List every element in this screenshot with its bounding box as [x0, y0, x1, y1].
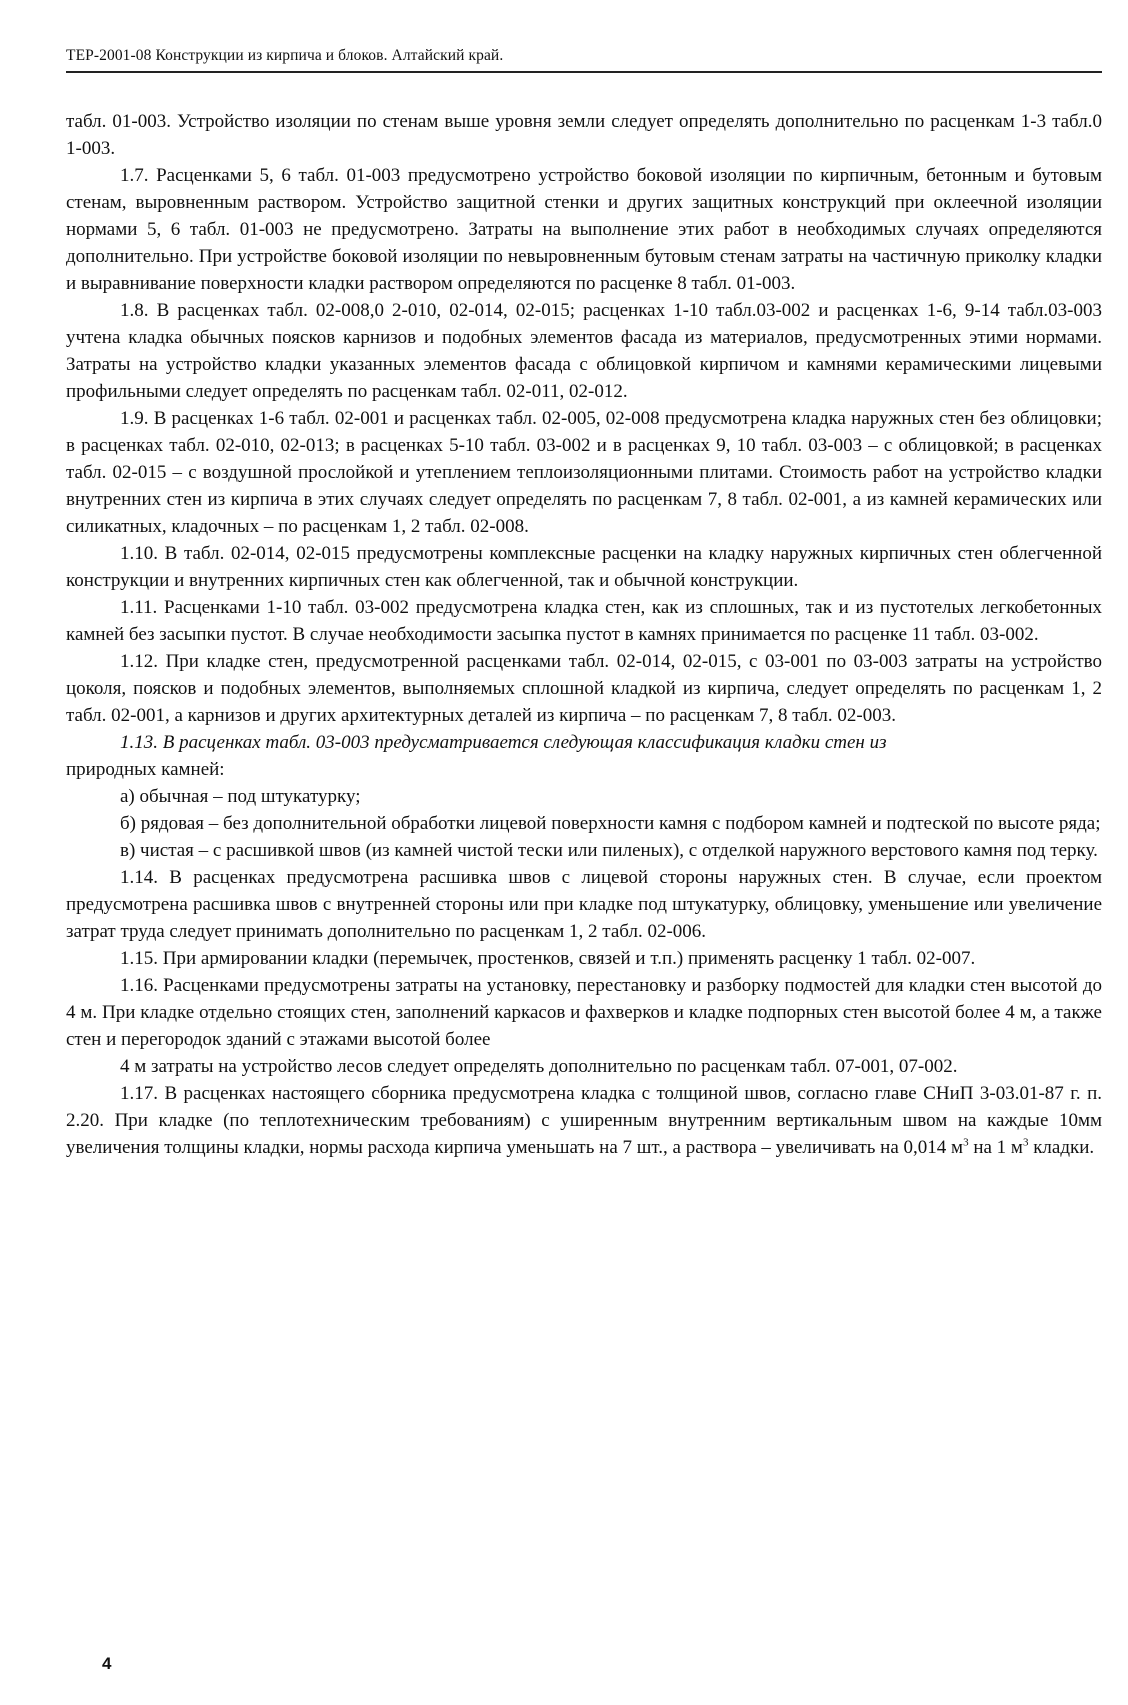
paragraph-1-10: 1.10. В табл. 02-014, 02-015 предусмотрены комплексные расценки на кладку наружных кирпичных стен облегченной конструкции и внутренних кирпичных стен как облегченной, так и обычной конструкции. — [66, 543, 1102, 591]
paragraph-1-16-continuation: 4 м затраты на устройство лесов следует определять дополнительно по расценкам табл. 07-001, 07-002. — [120, 1056, 958, 1077]
paragraph-1-17-text-3: кладки. — [1028, 1137, 1095, 1158]
paragraph-1-8: 1.8. В расценках табл. 02-008,0 2-010, 02-014, 02-015; расценках 1-10 табл.03-002 и расценках 1-6, 9-14 табл.03-003 учтена кладка обычных поясков карнизов и подобных элементов фасада из материалов, предусмотренных этими нормами. Затраты на устройство кладки указанных элементов фасада с облицовкой кирпичом и камнями керамическими лицевыми профильными следует определять по расценкам табл. 02-011, 02-012. — [66, 300, 1102, 402]
paragraph-1-12: 1.12. При кладке стен, предусмотренной расценками табл. 02-014, 02-015, с 03-001 по 03-003 затраты на устройство цоколя, поясков и подобных элементов, выполняемых сплошной кладкой из кирпича, следует определять по расценкам 1, 2 табл. 02-001, а карнизов и других архитектурных деталей из кирпича – по расценкам 7, 8 табл. 02-003. — [66, 651, 1102, 726]
paragraph-continuation: табл. 01-003. Устройство изоляции по стенам выше уровня земли следует определять дополнительно по расценкам 1-3 табл.0 1-003. — [66, 111, 1102, 159]
paragraph-1-17-text: 1.17. В расценках настоящего сборника предусмотрена кладка с толщиной швов, согласно главе СНиП 3-03.01-87 г. п. 2.20. При кладке (по теплотехническим требованиям) с уширенным внутренним вертикальным швом на каждые 10мм увеличения толщины кладки, нормы расхода кирпича уменьшать на 7 шт., а раствора – увеличивать на 0,014 м — [66, 1083, 1102, 1158]
paragraph-1-11: 1.11. Расценками 1-10 табл. 03-002 предусмотрена кладка стен, как из сплошных, так и из пустотелых легкобетонных камней без засыпки пустот. В случае необходимости засыпка пустот в камнях принимается по расценке 11 табл. 03-002. — [66, 597, 1102, 645]
paragraph-1-7: 1.7. Расценками 5, 6 табл. 01-003 предусмотрено устройство боковой изоляции по кирпичным, бетонным и бутовым стенам, выровненным раствором. Устройство защитной стенки и других защитных конструкций при оклеечной изоляции нормами 5, 6 табл. 01-003 не предусмотрено. Затраты на выполнение этих работ в необходимых случаях определяются дополнительно. При устройстве боковой изоляции по невыровненным бутовым стенам затраты на частичную приколку кладки и выравнивание поверхности кладки раствором определяются по расценке 8 табл. 01-003. — [66, 165, 1102, 294]
body-text — [66, 108, 1102, 1161]
superscript-cubic-2: 3 — [1022, 1136, 1029, 1149]
list-item-a: а) обычная – под штукатурку; — [120, 786, 361, 807]
running-header: ТЕР-2001-08 Конструкции из кирпича и блоков. Алтайский край. — [66, 46, 1102, 73]
paragraph-1-13-continuation: природных камней: — [66, 759, 225, 780]
paragraph-1-16: 1.16. Расценками предусмотрены затраты на установку, перестановку и разборку подмостей для кладки стен высотой до 4 м. При кладке отдельно стоящих стен, заполнений каркасов и фахверков и кладке подпорных стен высотой более 4 м, а также стен и перегородок зданий с этажами высотой более — [66, 975, 1102, 1050]
paragraph-1-15: 1.15. При армировании кладки (перемычек, простенков, связей и т.п.) применять расценку 1 табл. 02-007. — [120, 948, 976, 969]
paragraph-1-14: 1.14. В расценках предусмотрена расшивка швов с лицевой стороны наружных стен. В случае, если проектом предусмотрена расшивка швов с внутренней стороны или при кладке под штукатурку, облицовку, уменьшение или увеличение затрат труда следует принимать дополнительно по расценкам 1, 2 табл. 02-006. — [66, 867, 1102, 942]
page-number: 4 — [102, 1654, 112, 1673]
list-item-c: в) чистая – с расшивкой швов (из камней чистой тески или пиленых), с отделкой наружного верстового камня под терку. — [120, 840, 1098, 861]
paragraph-1-9: 1.9. В расценках 1-6 табл. 02-001 и расценках табл. 02-005, 02-008 предусмотрена кладка наружных стен без облицовки; в расценках табл. 02-010, 02-013; в расценках 5-10 табл. 03-002 и в расценках 9, 10 табл. 03-003 – с облицовкой; в расценках табл. 02-015 – с воздушной прослойкой и утеплением теплоизоляционными плитами. Стоимость работ на устройство кладки внутренних стен из кирпича в этих случаях следует определять по расценкам 7, 8 табл. 02-001, а из камней керамических или силикатных, кладочных – по расценкам 1, 2 табл. 02-008. — [66, 408, 1102, 537]
superscript-cubic: 3 — [963, 1136, 969, 1149]
paragraph-1-17 — [66, 1080, 1102, 1161]
list-item-b: б) рядовая – без дополнительной обработки лицевой поверхности камня с подбором камней и подтеской по высоте ряда; — [120, 813, 1101, 834]
paragraph-1-13-heading: 1.13. В расценках табл. 03-003 предусматривается следующая классификация кладки стен из — [120, 732, 887, 753]
paragraph-1-17-text-2: на 1 м — [968, 1137, 1023, 1158]
